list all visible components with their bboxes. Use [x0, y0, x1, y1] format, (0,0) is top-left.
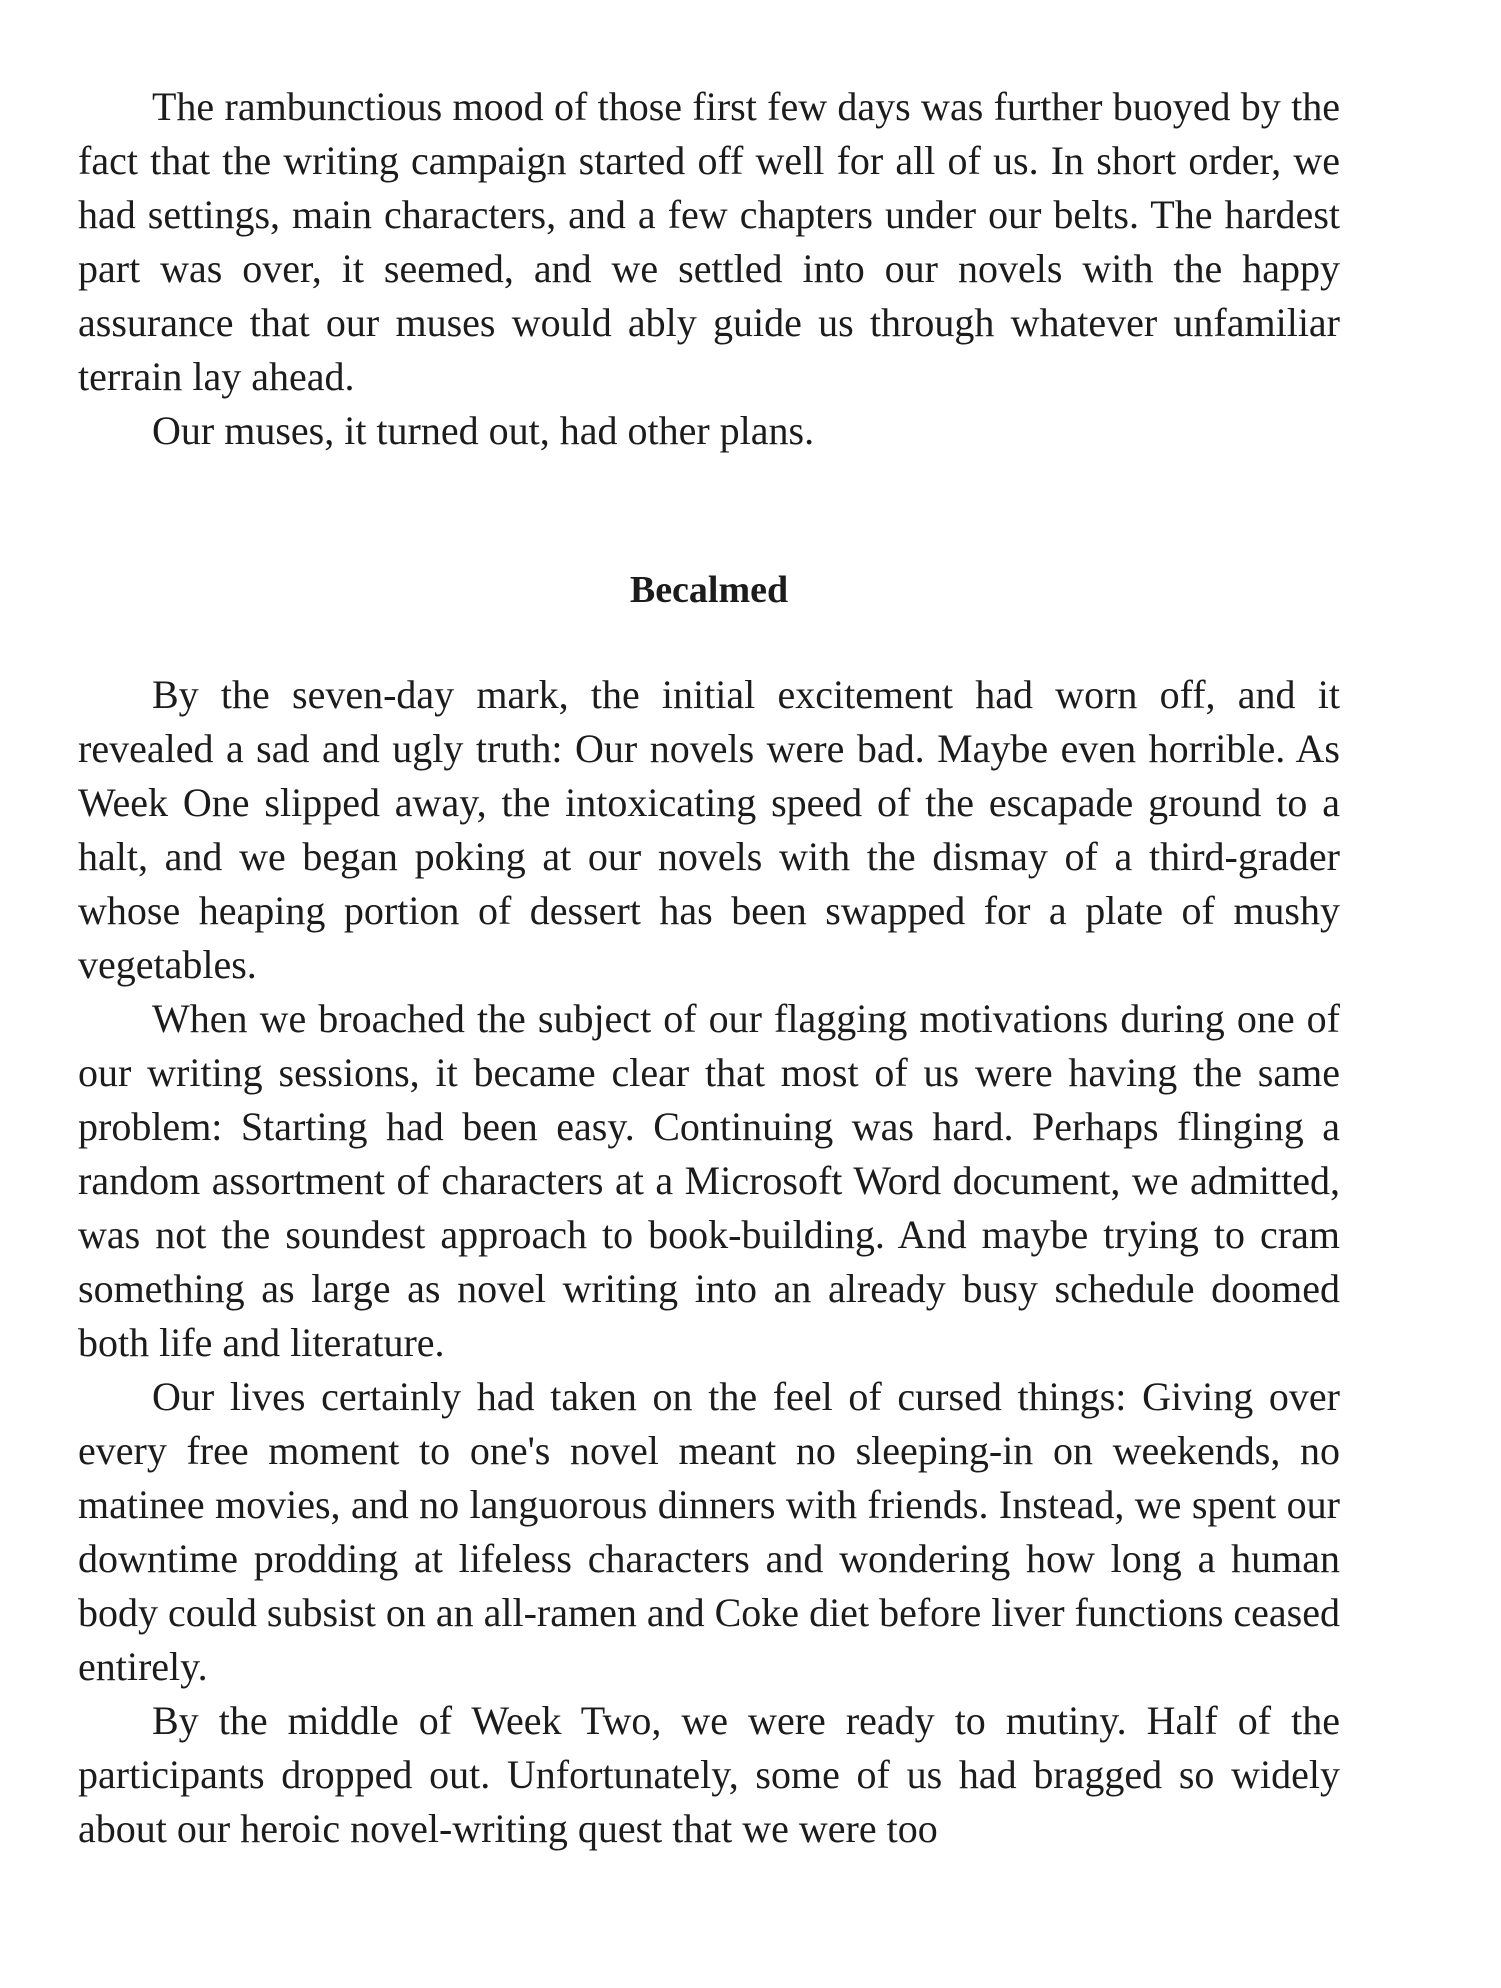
- paragraph: The rambunctious mood of those first few days was further buoyed by the fact that the writing campaign started off well for all of us. In short order, we had settings, main characters, and a few chapters under our belts. The hardest part was over, it seemed, and we settled into our novels with the happy assurance that our muses would ably guide us through whatever unfamiliar terrain lay ahead.: [78, 84, 1340, 399]
- paragraph: Our muses, it turned out, had other plans.: [152, 408, 815, 453]
- paragraph: When we broached the subject of our flagging motivations during one of our writing sessions, it became clear that most of us were having the same problem: Starting had been easy. Continuing was hard. Perhaps flinging a random assortment of characters at a Microsoft Word document, we admitted, was not the soundest approach to book-building. And maybe trying to cram something as large as novel writing into an already busy schedule doomed both life and literature.: [78, 996, 1340, 1365]
- paragraph: Our lives certainly had taken on the feel of cursed things: Giving over every free moment to one's novel meant no sleeping-in on weekends, no matinee movies, and no languorous dinners with friends. Instead, we spent our downtime prodding at lifeless characters and wondering how long a human body could subsist on an all-ramen and Coke diet before liver functions ceased entirely.: [78, 1374, 1340, 1689]
- paragraph: By the middle of Week Two, we were ready to mutiny. Half of the participants dropped out. Unfortunately, some of us had bragged so widely about our heroic novel-writing quest that we were too: [78, 1698, 1340, 1851]
- section-heading: Becalmed: [629, 569, 789, 611]
- paragraph: By the seven-day mark, the initial excitement had worn off, and it revealed a sad and ugly truth: Our novels were bad. Maybe even horrible. As Week One slipped away, the intoxicating speed of the escapade ground to a halt, and we began poking at our novels with the dismay of a third-grader whose heaping portion of dessert has been swapped for a plate of mushy vegetables.: [78, 672, 1340, 987]
- text-block-before-heading: [78, 80, 1340, 458]
- text-block-after-heading: [78, 668, 1340, 1856]
